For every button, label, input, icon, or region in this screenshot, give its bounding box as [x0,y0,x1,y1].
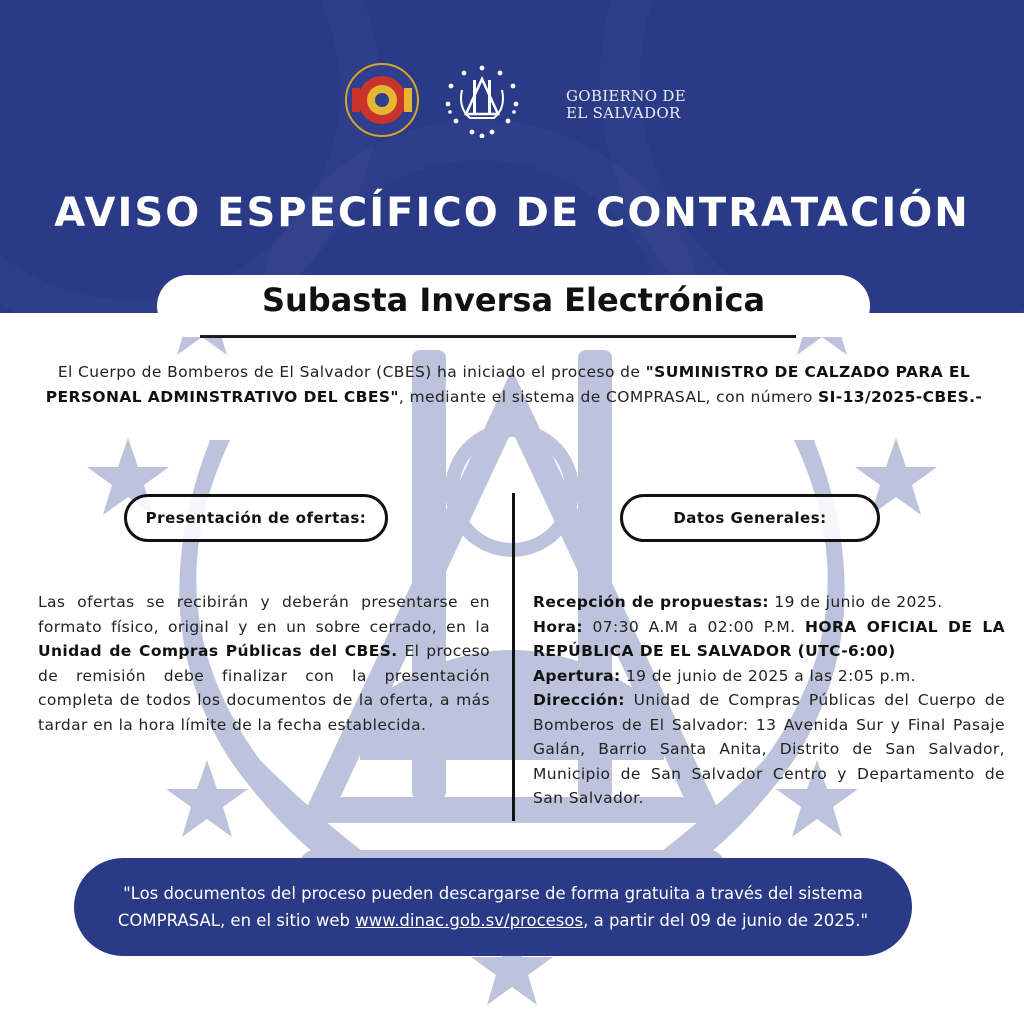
hora-value: 07:30 A.M a 02:00 P.M. [582,617,806,636]
footer-text [94,880,892,934]
procesos-link[interactable]: www.dinac.gob.sv/procesos [355,911,584,930]
presentacion-text-1: Las ofertas se recibirán y deberán presentarse en formato físico, original y en un sobre cerrado, en la [38,593,490,636]
gobierno-wordmark [566,88,686,122]
bomberos-logo-icon [344,62,420,138]
column-divider [512,493,515,821]
intro-text-1: El Cuerpo de Bomberos de El Salvador (CBES) ha iniciado el proceso de [57,363,646,381]
datos-generales-heading: Datos Generales: [620,494,880,542]
apertura-line [533,664,1005,689]
apertura-value: 19 de junio de 2025 a las 2:05 p.m. [620,666,916,685]
presentacion-text-2: El proceso de remisión debe finalizar con la presentación completa de todos los documentos de la oferta, a más tardar en la hora límite de la fecha establecida. [38,642,490,734]
recepcion-label: Recepción de propuestas: [533,593,769,611]
coat-of-arms-logo-icon [444,62,520,138]
subtitle-underline [200,335,796,338]
subtitle-pill [157,275,870,337]
footer-banner [74,858,912,956]
hora-oficial: HORA OFICIAL DE LA REPÚBLICA DE EL SALVADOR (UTC-6:00) [533,617,1005,660]
intro-text-2: , mediante el sistema de COMPRASAL, con número [398,388,819,406]
footer-text-1: "Los documentos del proceso pueden descargarse de forma gratuita a través del sistema COMPRASAL, en el sitio web [117,884,863,930]
hora-label: Hora: [533,617,583,636]
direccion-label: Dirección: [533,691,625,709]
header-band [0,0,1024,313]
direccion-line [533,688,1005,811]
page-title: AVISO ESPECÍFICO DE CONTRATACIÓN [54,190,970,236]
intro-paragraph [22,360,1006,410]
footer-text-2: , a partir del 09 de junio de 2025." [583,911,869,930]
gobierno-line2: EL SALVADOR [566,104,681,122]
hora-line [533,615,1005,664]
intro-bold-1: "SUMINISTRO DE CALZADO PARA EL PERSONAL ADMINSTRATIVO DEL CBES" [45,363,971,406]
recepcion-line [533,590,1005,615]
recepcion-value: 19 de junio de 2025. [768,593,943,611]
direccion-value: Unidad de Compras Públicas del Cuerpo de Bomberos de El Salvador: 13 Avenida Sur y Final Pasaje Galán, Barrio Santa Anita, Distrito de San Salvador, Municipio de San Salvador Centro y Departamento de San Salvador. [533,691,1005,807]
presentacion-text [38,590,490,737]
datos-generales-text [533,590,1005,811]
intro-bold-2: SI-13/2025-CBES.- [818,388,983,406]
apertura-label: Apertura: [533,666,621,685]
presentacion-heading: Presentación de ofertas: [124,494,388,542]
presentacion-bold: Unidad de Compras Públicas del CBES. [38,642,398,660]
logo-bar [0,62,1024,142]
subtitle: Subasta Inversa Electrónica [261,281,766,319]
gobierno-line1: GOBIERNO DE [566,87,686,105]
